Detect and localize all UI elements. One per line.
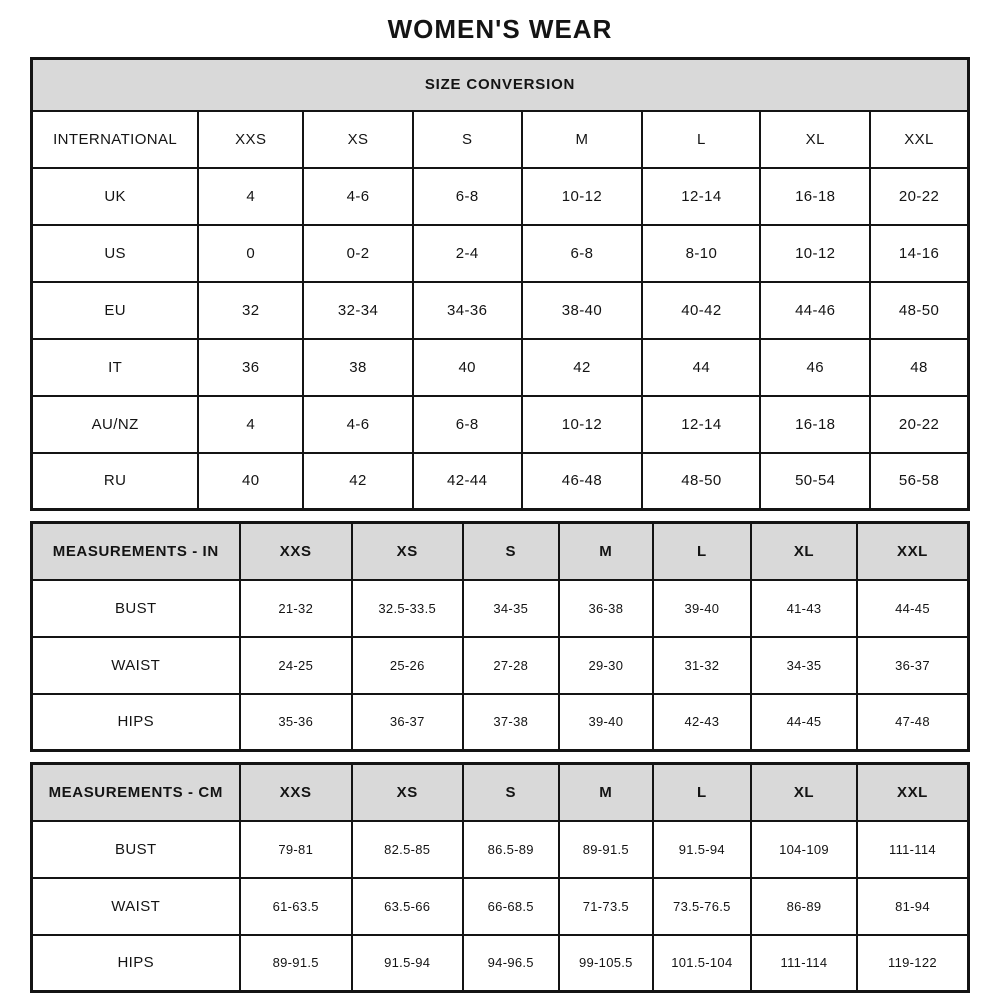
size-column-header: XXS (240, 523, 352, 580)
table-cell: 39-40 (653, 580, 751, 637)
table-cell: 40-42 (642, 282, 760, 339)
table-cell: 91.5-94 (352, 935, 463, 992)
table-row (32, 935, 969, 992)
table-cell: 12-14 (642, 396, 760, 453)
table-cell: 47-48 (857, 694, 969, 751)
table-row (32, 168, 969, 225)
table-cell: 32 (198, 282, 303, 339)
table-cell: 6-8 (522, 225, 643, 282)
table-cell: 4-6 (303, 168, 413, 225)
table-cell: 24-25 (240, 637, 352, 694)
row-label: HIPS (32, 935, 240, 992)
table-cell: 2-4 (413, 225, 522, 282)
table-cell: 94-96.5 (463, 935, 560, 992)
size-column-header: M (559, 523, 653, 580)
table-cell: 21-32 (240, 580, 352, 637)
table-cell: 16-18 (760, 168, 870, 225)
measurements-cm-header-row (32, 764, 969, 821)
row-group-header: INTERNATIONAL (32, 111, 199, 168)
table-cell: 42 (303, 453, 413, 510)
table-row (32, 396, 969, 453)
measurements-cm-table (30, 762, 970, 993)
table-cell: 27-28 (463, 637, 560, 694)
table-cell: 8-10 (642, 225, 760, 282)
table-cell: 20-22 (870, 396, 968, 453)
table-cell: 34-36 (413, 282, 522, 339)
table-row (32, 282, 969, 339)
table-cell: 16-18 (760, 396, 870, 453)
table-row (32, 694, 969, 751)
size-column-header: L (642, 111, 760, 168)
row-group-header: MEASUREMENTS - CM (32, 764, 240, 821)
table-row (32, 878, 969, 935)
table-cell: 44 (642, 339, 760, 396)
table-cell: 79-81 (240, 821, 352, 878)
table-cell: 35-36 (240, 694, 352, 751)
size-column-header: XXL (870, 111, 968, 168)
size-column-header: L (653, 523, 751, 580)
table-cell: 38 (303, 339, 413, 396)
size-conversion-title: SIZE CONVERSION (32, 59, 969, 111)
table-cell: 46 (760, 339, 870, 396)
table-cell: 81-94 (857, 878, 969, 935)
table-cell: 31-32 (653, 637, 751, 694)
row-label: IT (32, 339, 199, 396)
table-cell: 38-40 (522, 282, 643, 339)
table-cell: 25-26 (352, 637, 463, 694)
row-label: BUST (32, 580, 240, 637)
table-cell: 56-58 (870, 453, 968, 510)
size-conversion-header-row (32, 111, 969, 168)
table-cell: 4 (198, 396, 303, 453)
table-cell: 14-16 (870, 225, 968, 282)
size-column-header: XS (352, 523, 463, 580)
table-cell: 66-68.5 (463, 878, 560, 935)
table-cell: 104-109 (751, 821, 857, 878)
table-cell: 42-44 (413, 453, 522, 510)
row-label: WAIST (32, 637, 240, 694)
size-column-header: S (413, 111, 522, 168)
row-label: WAIST (32, 878, 240, 935)
table-cell: 10-12 (522, 168, 643, 225)
row-label: HIPS (32, 694, 240, 751)
size-column-header: XXL (857, 764, 969, 821)
table-cell: 89-91.5 (240, 935, 352, 992)
table-row (32, 225, 969, 282)
table-cell: 34-35 (463, 580, 560, 637)
table-cell: 4 (198, 168, 303, 225)
row-label: AU/NZ (32, 396, 199, 453)
table-cell: 36-37 (857, 637, 969, 694)
table-cell: 41-43 (751, 580, 857, 637)
size-column-header: XXS (240, 764, 352, 821)
table-cell: 42 (522, 339, 643, 396)
measurements-in-header-row (32, 523, 969, 580)
table-cell: 91.5-94 (653, 821, 751, 878)
measurements-in-table (30, 521, 970, 752)
table-cell: 44-46 (760, 282, 870, 339)
table-cell: 99-105.5 (559, 935, 653, 992)
table-cell: 119-122 (857, 935, 969, 992)
table-cell: 48 (870, 339, 968, 396)
table-cell: 42-43 (653, 694, 751, 751)
table-cell: 10-12 (522, 396, 643, 453)
size-conversion-body (32, 168, 969, 510)
table-row (32, 453, 969, 510)
row-label: US (32, 225, 199, 282)
table-cell: 0 (198, 225, 303, 282)
table-cell: 44-45 (751, 694, 857, 751)
size-column-header: XS (352, 764, 463, 821)
table-row (32, 580, 969, 637)
row-label: EU (32, 282, 199, 339)
table-row (32, 821, 969, 878)
table-cell: 101.5-104 (653, 935, 751, 992)
table-cell: 40 (413, 339, 522, 396)
table-cell: 29-30 (559, 637, 653, 694)
table-cell: 86.5-89 (463, 821, 560, 878)
size-column-header: XL (751, 764, 857, 821)
size-column-header: XL (760, 111, 870, 168)
size-column-header: S (463, 523, 560, 580)
table-cell: 37-38 (463, 694, 560, 751)
table-cell: 6-8 (413, 168, 522, 225)
table-cell: 0-2 (303, 225, 413, 282)
row-label: RU (32, 453, 199, 510)
table-cell: 48-50 (642, 453, 760, 510)
table-cell: 46-48 (522, 453, 643, 510)
table-cell: 71-73.5 (559, 878, 653, 935)
table-row (32, 339, 969, 396)
table-cell: 40 (198, 453, 303, 510)
size-column-header: L (653, 764, 751, 821)
size-column-header: M (522, 111, 643, 168)
table-cell: 63.5-66 (352, 878, 463, 935)
table-cell: 36-38 (559, 580, 653, 637)
table-cell: 73.5-76.5 (653, 878, 751, 935)
table-cell: 82.5-85 (352, 821, 463, 878)
size-conversion-title-row (32, 59, 969, 111)
size-column-header: S (463, 764, 560, 821)
size-column-header: M (559, 764, 653, 821)
table-cell: 32-34 (303, 282, 413, 339)
table-cell: 61-63.5 (240, 878, 352, 935)
size-column-header: XXL (857, 523, 969, 580)
table-cell: 36-37 (352, 694, 463, 751)
row-group-header: MEASUREMENTS - IN (32, 523, 240, 580)
size-column-header: XXS (198, 111, 303, 168)
table-cell: 111-114 (857, 821, 969, 878)
table-cell: 44-45 (857, 580, 969, 637)
size-column-header: XS (303, 111, 413, 168)
row-label: UK (32, 168, 199, 225)
table-cell: 111-114 (751, 935, 857, 992)
page-title: WOMEN'S WEAR (387, 14, 613, 44)
table-cell: 50-54 (760, 453, 870, 510)
table-cell: 32.5-33.5 (352, 580, 463, 637)
table-cell: 12-14 (642, 168, 760, 225)
size-conversion-table (30, 57, 970, 511)
table-cell: 10-12 (760, 225, 870, 282)
table-cell: 4-6 (303, 396, 413, 453)
table-cell: 86-89 (751, 878, 857, 935)
measurements-in-body (32, 580, 969, 751)
table-cell: 20-22 (870, 168, 968, 225)
size-guide-page (30, 0, 970, 993)
table-cell: 36 (198, 339, 303, 396)
size-column-header: XL (751, 523, 857, 580)
table-cell: 89-91.5 (559, 821, 653, 878)
table-cell: 34-35 (751, 637, 857, 694)
table-cell: 6-8 (413, 396, 522, 453)
row-label: BUST (32, 821, 240, 878)
table-cell: 48-50 (870, 282, 968, 339)
table-cell: 39-40 (559, 694, 653, 751)
table-row (32, 637, 969, 694)
measurements-cm-body (32, 821, 969, 992)
